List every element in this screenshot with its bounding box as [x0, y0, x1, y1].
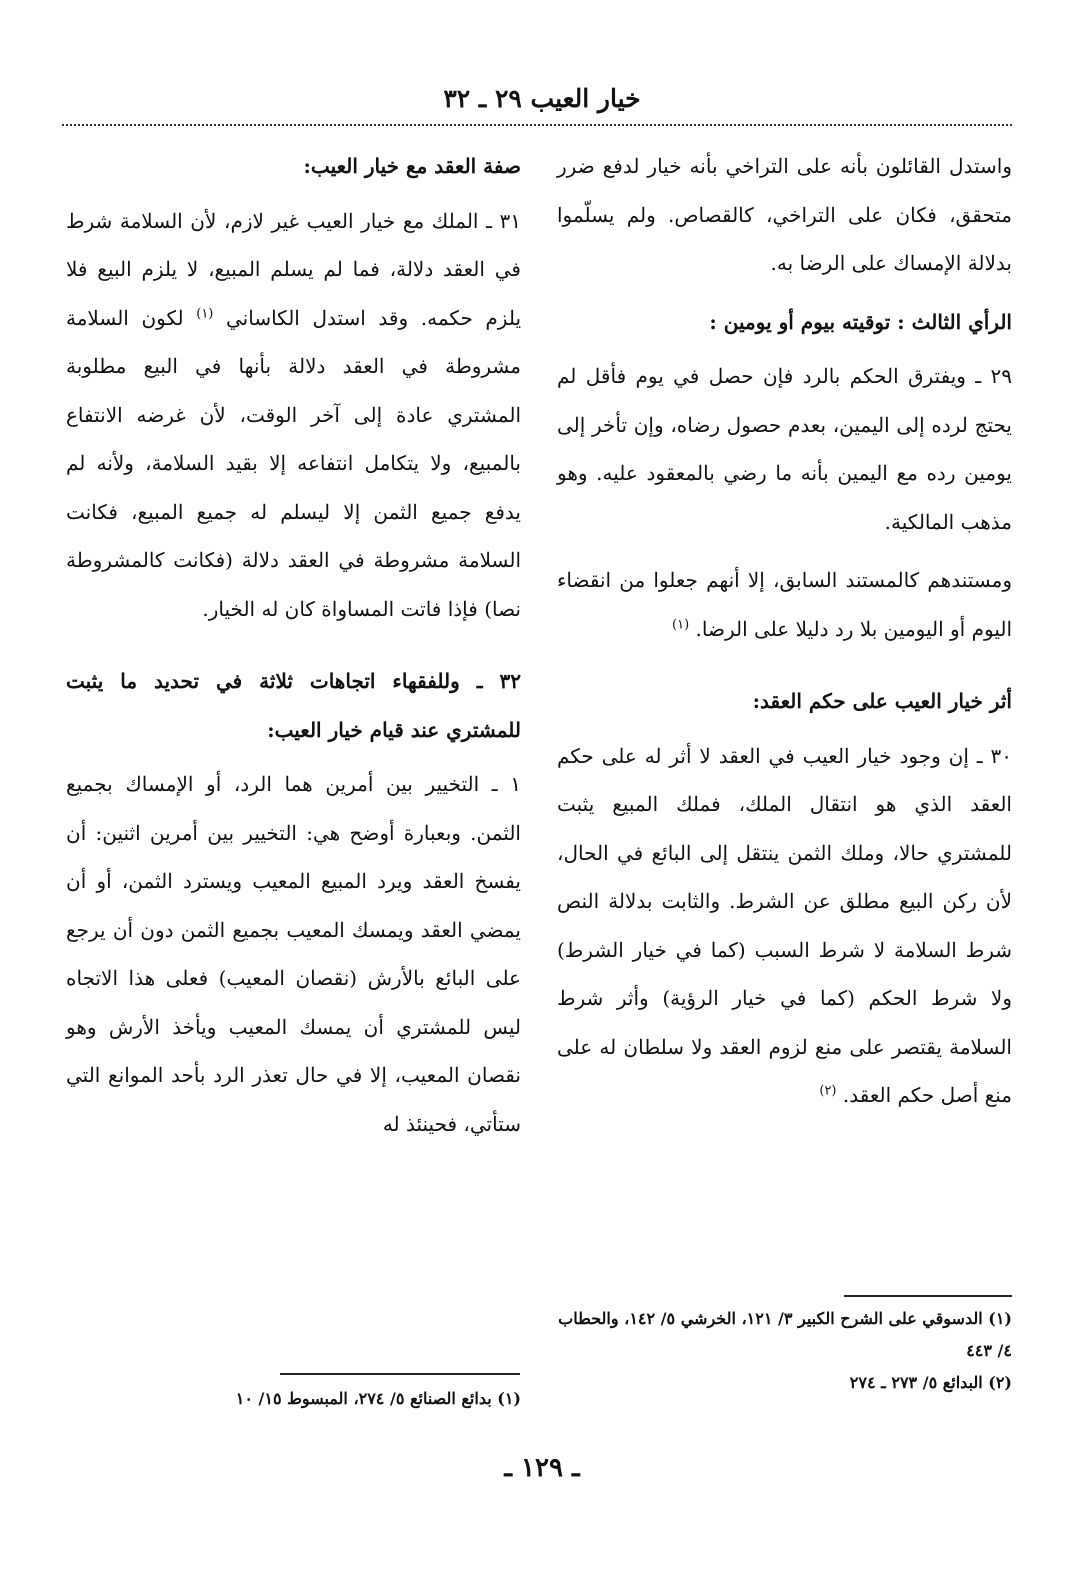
paragraph-mustanad-text: ومستندهم كالمستند السابق، إلا أنهم جعلوا من انقضاء اليوم أو اليومين بلا رد دليلا على الرضا. [557, 568, 1012, 641]
paragraph-mustanad [557, 556, 1012, 653]
paragraph-option-1: ١ ـ التخيير بين أمرين هما الرد، أو الإمساك بجميع الثمن. وبعبارة أوضح هي: التخيير بين أمرين اثنين: أن يفسخ العقد ويرد المبيع المعيب ويسترد الثمن، أو أن يمضي العقد ويمسك المعيب بجميع الثمن دون أن يرجع على البائع بالأرش (نقصان المعيب) فعلى هذا الاتجاه ليس للمشتري أن يمسك المعيب ويأخذ الأرش وهو نقصان المعيب، إلا في حال تعذر الرد بأحد الموانع التي ستأتي، فحينئذ له [66, 772, 521, 1136]
footnote-right-2: (٢) البدائع ٥/ ٢٧٣ ـ ٢٧٤ [849, 1373, 1012, 1392]
footnotes-right [557, 1303, 1012, 1399]
heading-contract-nature: صفة العقد مع خيار العيب: [303, 154, 521, 178]
paragraph-31 [66, 197, 521, 634]
footnote-left: (١) بدائع الصنائع ٥/ ٢٧٤، المبسوط ١٥/ ١٠ [235, 1389, 521, 1408]
left-column [66, 142, 521, 1158]
paragraph-30-text: ٣٠ ـ إن وجود خيار العيب في العقد لا أثر له على حكم العقد الذي هو انتقال الملك، فملك المبيع يثبت للمشتري حالا، وملك الثمن ينتقل إلى البائع في الحال، لأن ركن البيع مطلق عن الشرط. والثابت بدلالة النص شرط السلامة لا شرط السبب (كما في خيار الشرط) ولا شرط الحكم (كما في خيار الرؤية) وأثر شرط السلامة يقتصر على منع لزوم العقد ولا سلطان له على منع أصل حكم العقد. [557, 743, 1012, 1107]
paragraph-31-text-b: لكون السلامة مشروطة في العقد دلالة بأنها في البيع مطلوبة المشتري عادة إلى آخر الوقت، لأن غرضه الانتفاع بالمبيع، ولا يتكامل انتفاعه إلا بقيد السلامة، ولأنه لم يدفع جميع الثمن إلا ليسلم له جميع المبيع، فكانت السلامة مشروطة في العقد دلالة (فكانت كالمشروطة نصا) فإذا فاتت المساواة كان له الخيار. [66, 305, 521, 621]
page-number: ـ ١٢٩ ـ [504, 1453, 580, 1483]
paragraph-32: ٣٢ ـ وللفقهاء اتجاهات ثلاثة في تحديد ما يثبت للمشتري عند قيام خيار العيب: [66, 669, 521, 742]
paragraph-31-text-a: ٣١ ـ الملك مع خيار العيب غير لازم، لأن السلامة شرط في العقد دلالة، فما لم يسلم المبيع، لا يلزم البيع فلا يلزم حكمه. وقد استدل الكاساني [66, 208, 522, 330]
footnote-divider-left [280, 1373, 520, 1375]
heading-third-opinion: الرأي الثالث : توقيته بيوم أو يومين : [709, 309, 1012, 334]
footnote-divider-right [844, 1295, 1012, 1297]
paragraph-tarakhi: واستدل القائلون بأنه على التراخي بأنه خيار لدفع ضرر متحقق، فكان على التراخي، كالقصاص. ولم يسلّموا بدلالة الإمساك على الرضا به. [557, 154, 1012, 275]
footnote-right-1: (١) الدسوقي على الشرح الكبير ٣/ ١٢١، الخرشي ٥/ ١٤٢، والحطاب ٤/ ٤٤٣ [558, 1309, 1012, 1360]
footnote-ref-kasani: (١) [196, 305, 214, 321]
paragraph-30 [557, 732, 1012, 1120]
paragraph-29: ٢٩ ـ ويفترق الحكم بالرد فإن حصل في يوم فأقل لم يحتج لرده إلى اليمين، بعدم حصول رضاه، وإن تأخر إلى يومين رده مع اليمين بأنه ما رضي بالمعقود عليه. وهو مذهب المالكية. [557, 364, 1012, 534]
header-dotted-divider [62, 124, 1012, 126]
footnote-ref-2: (٢) [819, 1083, 837, 1099]
heading-effect-on-contract: أثر خيار العيب على حكم العقد: [752, 689, 1012, 713]
right-column [557, 142, 1012, 1130]
running-header: خيار العيب ٢٩ ـ ٣٢ [443, 84, 641, 113]
footnote-ref-1: (١) [672, 616, 690, 632]
